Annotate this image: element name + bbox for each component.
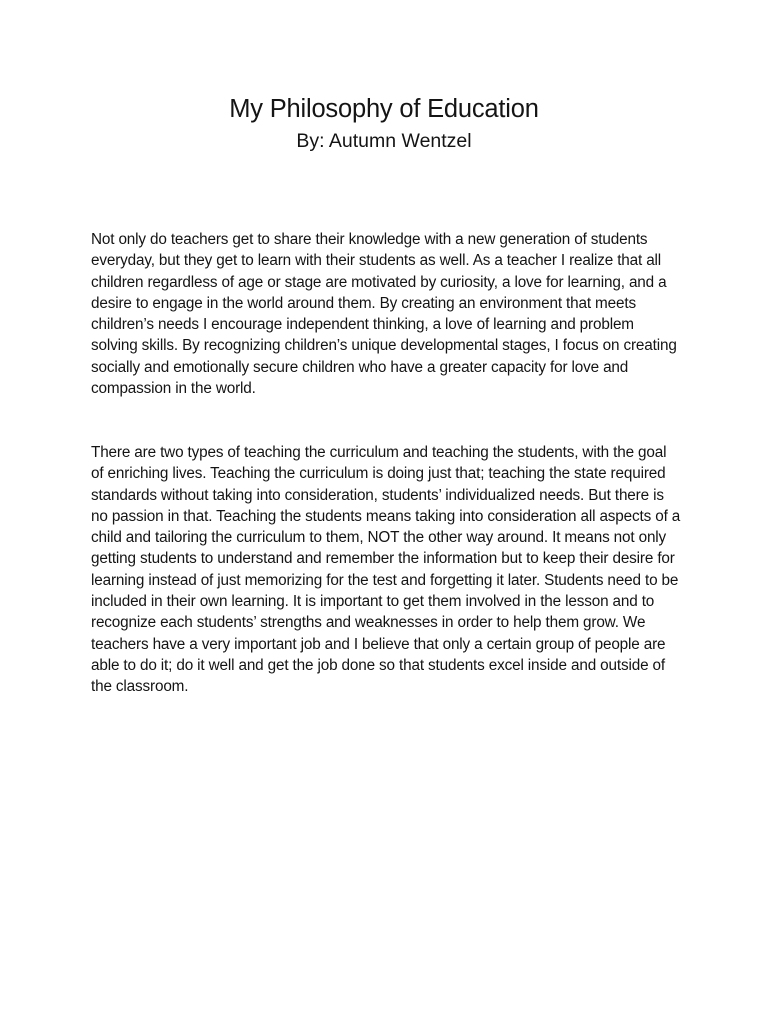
paragraph-2: There are two types of teaching the curriculum and teaching the students, with the goal of enriching lives. Teaching the curriculum is doing just that; teaching the state required standards without taking into consideration, students’ individualized needs. But there is no passion in that. Teaching the students means taking into consideration all aspects of a child and tailoring the curriculum to them, NOT the other way around. It means not only getting students to understand and remember the information but to keep their desire for learning instead of just memorizing for the test and forgetting it later. Students need to be included in their own learning. It is important to get them involved in the lesson and to recognize each students’ strengths and weaknesses in order to help them grow. We teachers have a very important job and I believe that only a certain group of people are able to do it; do it well and get the job done so that students excel inside and outside of the classroom. [91,444,681,696]
author-line: By: Autumn Wentzel [296,130,472,152]
paragraph-1: Not only do teachers get to share their knowledge with a new generation of students everyday, but they get to learn with their students as well. As a teacher I realize that all children regardless of age or stage are motivated by curiosity, a love for learning, and a desire to engage in the world around them. By creating an environment that meets children’s needs I encourage independent thinking, a love of learning and problem solving skills. By recognizing children’s unique developmental stages, I focus on creating socially and emotionally secure children who have a greater capacity for love and compassion in the world. [91,231,677,398]
document-title: My Philosophy of Education [229,95,539,123]
